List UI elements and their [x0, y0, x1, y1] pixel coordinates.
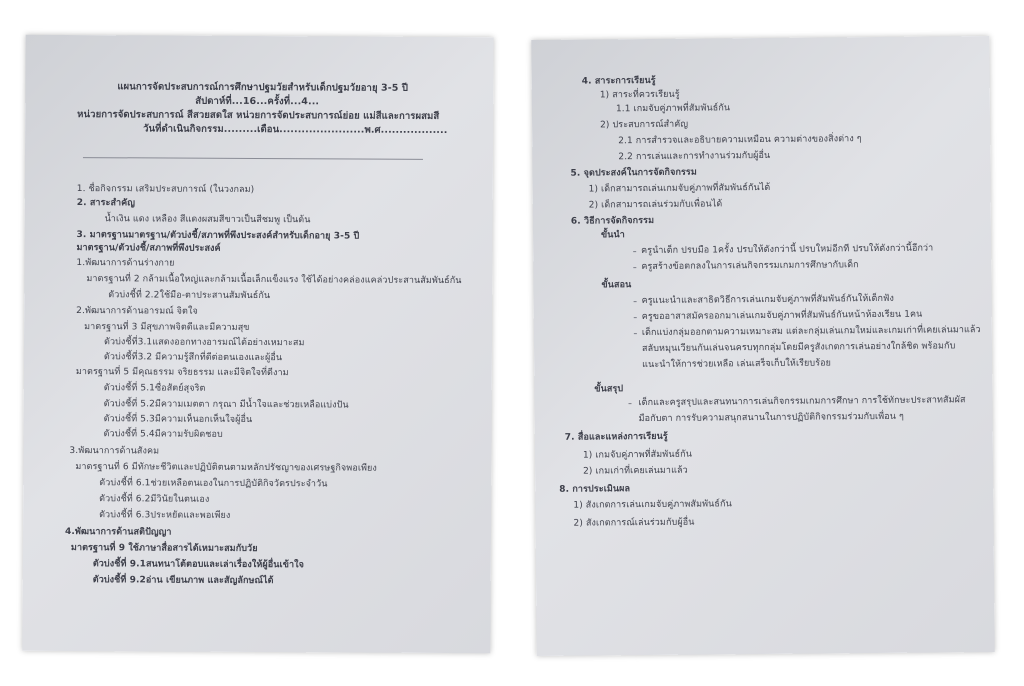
intellectual-development: 4.พัฒนาการด้านสติปัญญา — [64, 526, 172, 538]
teaching-item-1: ครูแนะนำและสาธิตวิธีการเล่นเกมจับคู่ภาพที่สัมพันธ์กันให้เด็กฟัง — [641, 293, 895, 307]
intro-step-heading: ขั้นนำ — [600, 230, 625, 241]
indicator-5-2: ตัวบ่งชี้ที่ 5.2มีความเมตตา กรุณา มีน้ำใจและช่วยเหลือแบ่งปัน — [103, 399, 349, 411]
emotional-development: 2.พัฒนาการด้านอารมณ์ จิตใจ — [76, 306, 198, 317]
activity-method-heading: 6. วิธีการจัดกิจกรรม — [570, 215, 655, 227]
lesson-plan-page-1 — [22, 35, 493, 653]
teaching-item-3-line1: เด็กแบ่งกลุ่มออกตามความเหมาะสม แต่ละกลุ่มเล่นเกมใหม่และเกมเก่าที่เคยเล่นมาแล้ว — [641, 325, 981, 339]
standard-6: มาตรฐานที่ 6 มีทักษะชีวิตและปฏิบัติตนตามหลักปรัชญาของเศรษฐกิจพอเพียง — [75, 462, 377, 474]
experience-2-2: 2.2 การเล่นและการทำงานร่วมกับผู้อื่น — [618, 150, 771, 163]
learning-content-heading: 4. สาระการเรียนรู้ — [581, 75, 656, 87]
indicator-5-4: ตัวบ่งชี้ที่ 5.4มีความรับผิดชอบ — [103, 429, 223, 440]
content-1-1: 1.1 เกมจับคู่ภาพที่สัมพันธ์กัน — [615, 103, 731, 115]
standards-subheading: มาตรฐาน/ตัวบ่งชี้/สภาพที่พึงประสงค์ — [76, 243, 221, 254]
evaluation-heading: 8. การประเมินผล — [559, 484, 631, 495]
media-heading: 7. สื่อและแหล่งการเรียนรู้ — [564, 431, 668, 443]
indicator-6-1: ตัวบ่งชี้ที่ 6.1ช่วยเหลือตนเองในการปฏิบัติกิจวัตรประจำวัน — [99, 478, 328, 490]
teaching-item-3-line2: สลับหมุนเวียนกันเล่นจนครบทุกกลุ่มโดยมีครูสังเกตการเล่นอย่างใกล้ชิด พร้อมกับ — [641, 341, 956, 355]
summary-item-line1: เด็กและครูสรุปและสนทนาการเล่นกิจกรรมเกมการศึกษา การใช้ทักษะประสาทสัมผัส — [638, 395, 966, 409]
week-session: สัปดาห์ที่...16...ครั้งที่...4... — [195, 95, 320, 108]
teaching-item-3-line3: แนะนำให้การช่วยเหลือ เล่นเสร็จเก็บให้เรียบร้อย — [642, 358, 832, 371]
activity-name: 1. ชื่อกิจกรรม เสริมประสบการณ์ (ในวงกลม) — [76, 184, 255, 195]
divider — [83, 157, 423, 160]
experience-2-1: 2.1 การสำรวจและอธิบายความเหมือน ความต่างของสิ่งต่าง ๆ — [618, 134, 862, 147]
indicator-5-3: ตัวบ่งชี้ที่ 5.3มีความเห็นอกเห็นใจผู้อื่น — [103, 414, 253, 425]
evaluation-1: 1) สังเกตการเล่นเกมจับคู่ภาพสัมพันธ์กัน — [573, 499, 732, 511]
bullet — [634, 317, 637, 318]
objective-2: 2) เด็กสามารถเล่นร่วมกับเพื่อนได้ — [588, 199, 723, 211]
indicator-9-1: ตัวบ่งชี้ที่ 9.1สนทนาโต้ตอบและเล่าเรื่องให้ผู้อื่นเข้าใจ — [92, 559, 305, 571]
date-line: วันที่ดำเนินกิจกรรม.........เดือน.......................พ.ศ.................. — [143, 123, 448, 136]
summary-step-heading: ขั้นสรุป — [594, 384, 624, 395]
social-development: 3.พัฒนาการด้านสังคม — [69, 446, 160, 457]
evaluation-2: 2) สังเกตการณ์เล่นร่วมกับผู้อื่น — [573, 517, 695, 529]
standard-2: มาตรฐานที่ 2 กล้ามเนื้อใหญ่และกล้ามเนื้อเล็กแข็งแรง ใช้ได้อย่างคล่องแคล่วประสานสัมพันธ์กัน — [86, 274, 462, 287]
objectives-heading: 5. จุดประสงค์ในการจัดกิจกรรม — [570, 167, 697, 179]
key-concept-heading: 2. สาระสำคัญ — [76, 198, 136, 209]
physical-development: 1.พัฒนาการด้านร่างกาย — [76, 258, 175, 269]
objective-1: 1) เด็กสามารถเล่นเกมจับคู่ภาพที่สัมพันธ์กันได้ — [588, 182, 771, 195]
media-1: 1) เกมจับคู่ภาพที่สัมพันธ์กัน — [582, 449, 693, 461]
standard-3: มาตรฐานที่ 3 มีสุขภาพจิตดีและมีความสุข — [84, 322, 250, 333]
key-experience: 2) ประสบการณ์สำคัญ — [600, 119, 689, 131]
indicator-6-3: ตัวบ่งชี้ที่ 6.3ประหยัดและพอเพียง — [99, 510, 231, 521]
lesson-plan-page-2 — [531, 36, 994, 656]
bullet — [633, 251, 636, 252]
standard-9: มาตรฐานที่ 9 ใช้ภาษาสื่อสารได้เหมาะสมกับวัย — [70, 543, 258, 555]
indicator-3-1: ตัวบ่งชี้ที่3.1แสดงออกทางอารมณ์ได้อย่างเหมาะสม — [103, 337, 305, 349]
indicator-9-2: ตัวบ่งชี้ที่ 9.2อ่าน เขียนภาพ และสัญลักษณ์ได้ — [92, 575, 274, 587]
indicator-6-2: ตัวบ่งชี้ที่ 6.2มีวินัยในตนเอง — [99, 494, 210, 505]
content-should-learn: 1) สาระที่ควรเรียนรู้ — [599, 89, 680, 101]
bullet — [634, 301, 637, 302]
summary-item-line2: มือกับตา การรับความสนุกสนานในการปฏิบัติกิจกรรมร่วมกับเพื่อน ๆ — [638, 411, 904, 425]
plan-title: แผนการจัดประสบการณ์การศึกษาปฐมวัยสำหรับเด็กปฐมวัยอายุ 3-5 ปี — [117, 81, 409, 94]
intro-item-1: ครูนำเด็ก ปรบมือ 1ครั้ง ปรบให้ดังกว่านี้ ปรบใหม่อีกที ปรบให้ดังกว่านี้อีกว่า — [641, 243, 934, 257]
bullet — [633, 267, 636, 268]
intro-item-2: ครูสร้างข้อตกลงในการเล่นกิจกรรมเกมการศึกษากับเด็ก — [641, 260, 859, 273]
standards-heading: 3. มาตรฐานมาตรฐาน/ตัวบ่งชี้/สภาพที่พึงประสงค์สำหรับเด็กอายุ 3-5 ปี — [76, 230, 360, 242]
media-2: 2) เกมเก่าที่เคยเล่นมาแล้ว — [583, 465, 688, 477]
teaching-step-heading: ขั้นสอน — [601, 280, 632, 291]
bullet — [628, 403, 631, 404]
key-concept-text: น้ำเงิน แดง เหลือง สีแดงผสมสีขาวเป็นสีชมพู เป็นต้น — [104, 214, 311, 226]
indicator-5-1: ตัวบ่งชี้ที่ 5.1ซื่อสัตย์สุจริต — [103, 383, 206, 394]
standard-5: มาตรฐานที่ 5 มีคุณธรรม จริยธรรม และมีจิตใจที่ดีงาม — [75, 367, 289, 379]
indicator-2-2: ตัวบ่งชี้ที่ 2.2ใช้มือ-ตาประสานสัมพันธ์กัน — [108, 290, 271, 302]
indicator-3-2: ตัวบ่งชี้ที่3.2 มีความรู้สึกที่ดีต่อตนเองและผู้อื่น — [103, 352, 283, 364]
bullet — [634, 333, 637, 334]
unit-line: หน่วยการจัดประสบการณ์ สีสวยสดใส หน่วยการจัดประสบการณ์ย่อย แม่สีและการผสมสี — [77, 109, 440, 122]
teaching-item-2: ครูขออาสาสมัครออกมาเล่นเกมจับคู่ภาพที่สัมพันธ์กันหน้าห้องเรียน 1คน — [641, 309, 923, 323]
